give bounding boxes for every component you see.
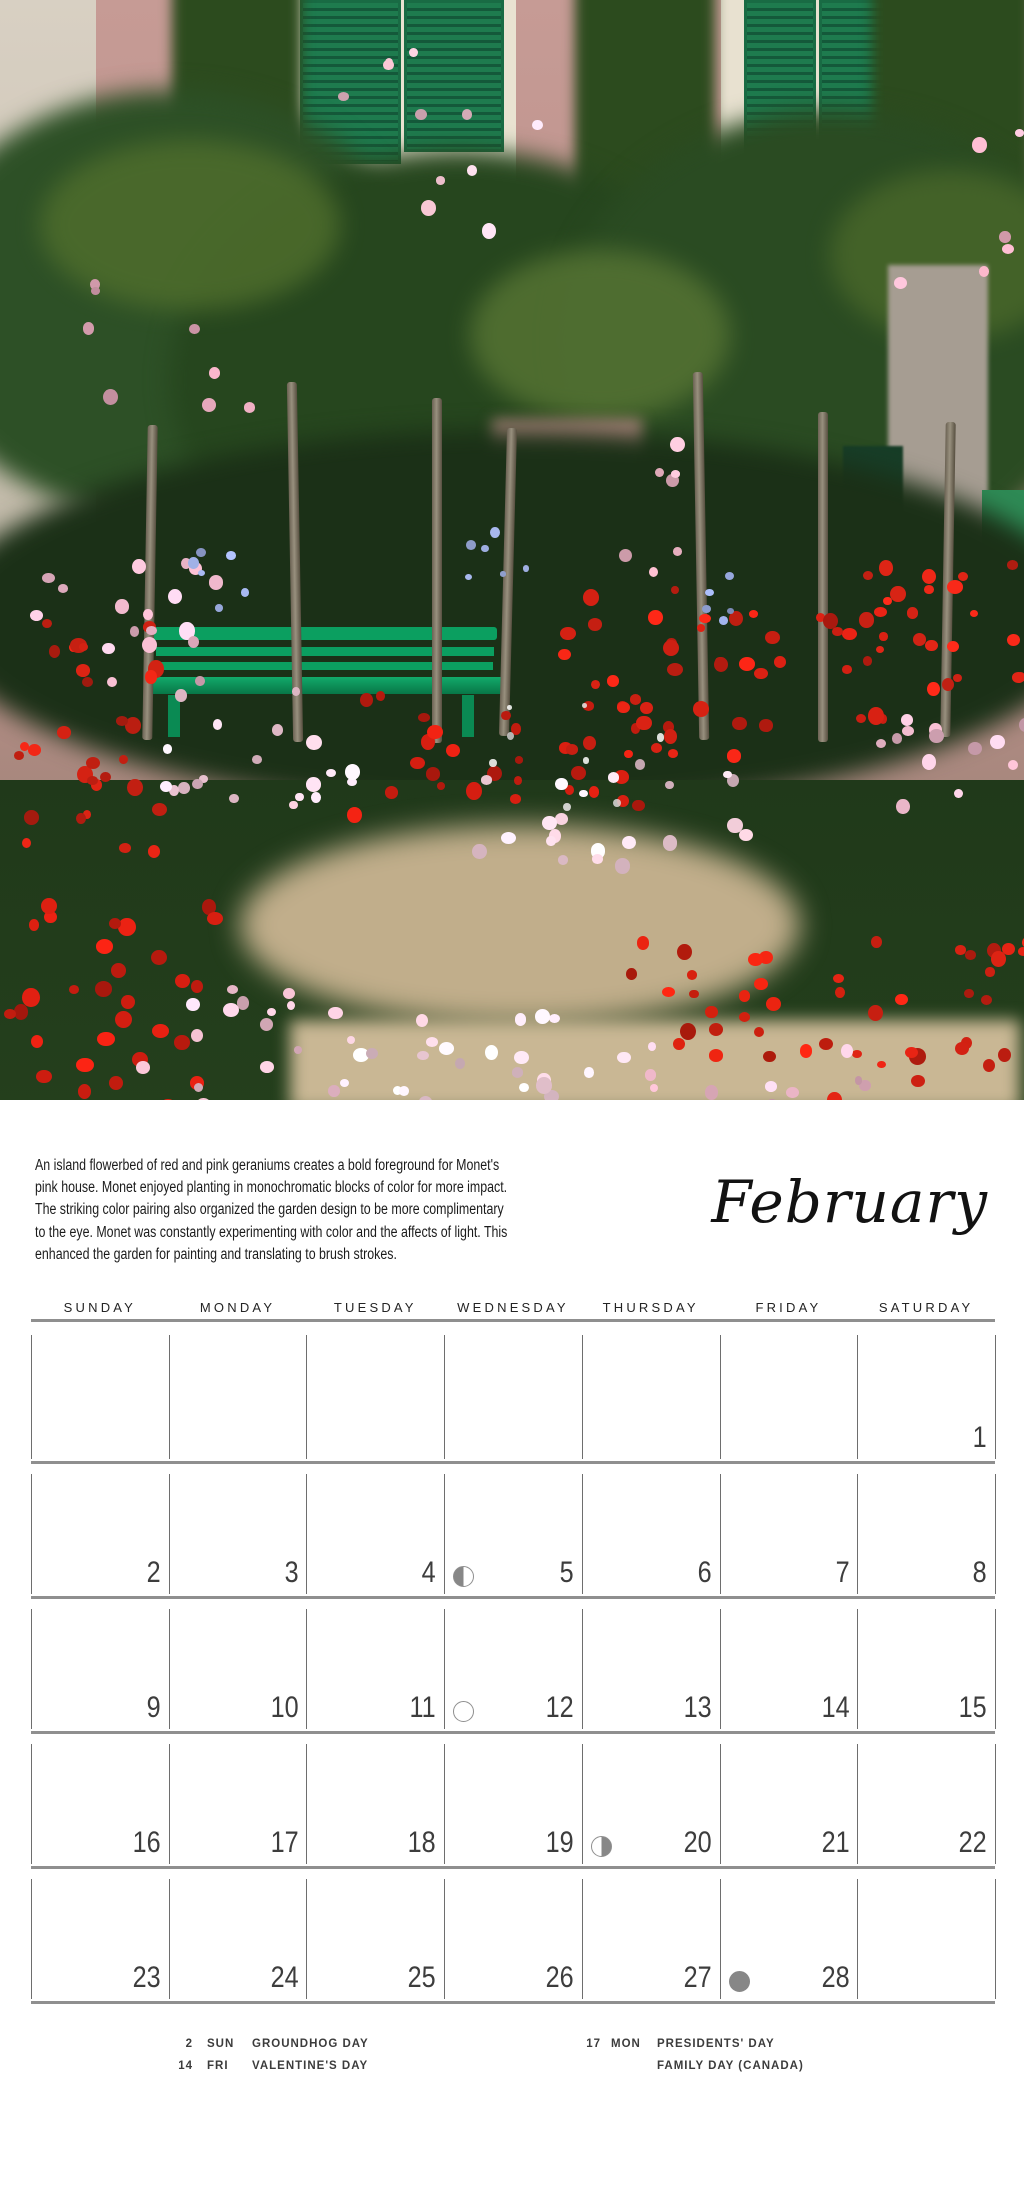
grid-line-vertical [306, 1474, 307, 1594]
weekday-header: THURSDAY [602, 1300, 699, 1315]
grid-line-vertical [720, 1744, 721, 1864]
grid-line-vertical [306, 1609, 307, 1729]
grid-line-horizontal [31, 2001, 995, 2004]
grid-line-vertical [444, 1744, 445, 1864]
calendar-date: 21 [821, 1826, 850, 1859]
garden-photo [0, 0, 1024, 1100]
grid-line-vertical [995, 1335, 996, 1459]
grid-line-vertical [31, 1335, 32, 1459]
grid-line-vertical [720, 1474, 721, 1594]
grid-line-vertical [720, 1335, 721, 1459]
grid-line-vertical [582, 1879, 583, 1999]
grid-line-vertical [995, 1744, 996, 1864]
calendar-date: 13 [683, 1691, 712, 1724]
holiday-weekday: FRI [207, 2060, 229, 2072]
grid-line-vertical [582, 1335, 583, 1459]
calendar-date: 8 [972, 1556, 987, 1589]
holiday-name: FAMILY DAY (CANADA) [657, 2060, 804, 2072]
caption-line: The striking color pairing also organized the garden design to be more complimentary [35, 1201, 504, 1219]
caption-line: An island flowerbed of red and pink geraniums creates a bold foreground for Monet's [35, 1157, 500, 1174]
moon-icon-new [729, 1971, 750, 1992]
grid-line-vertical [169, 1474, 170, 1594]
month-title: February [711, 1168, 988, 1236]
grid-line-vertical [306, 1744, 307, 1864]
grid-line-horizontal [31, 1866, 995, 1869]
calendar-date: 22 [958, 1826, 987, 1859]
flower-beds [0, 0, 1024, 1100]
grid-line-vertical [306, 1879, 307, 1999]
calendar-date: 16 [132, 1826, 161, 1859]
holiday-name: VALENTINE'S DAY [252, 2060, 369, 2072]
grid-line-horizontal [31, 1731, 995, 1734]
grid-line-vertical [169, 1744, 170, 1864]
grid-line-vertical [582, 1474, 583, 1594]
calendar-date: 15 [958, 1691, 987, 1724]
weekday-header: SUNDAY [63, 1300, 137, 1315]
calendar-date: 18 [408, 1826, 437, 1859]
grid-line-vertical [582, 1744, 583, 1864]
calendar-date: 28 [821, 1961, 850, 1994]
grid-line-vertical [31, 1474, 32, 1594]
grid-line-horizontal [31, 1596, 995, 1599]
grid-line-horizontal [31, 1319, 995, 1322]
caption-paragraph [35, 1155, 507, 1266]
grid-line-vertical [31, 1879, 32, 1999]
grid-line-vertical [857, 1335, 858, 1459]
calendar-date: 7 [835, 1556, 850, 1589]
grid-line-vertical [169, 1609, 170, 1729]
moon-icon-full [453, 1701, 474, 1722]
grid-line-vertical [444, 1474, 445, 1594]
holiday-name: GROUNDHOG DAY [252, 2038, 369, 2050]
calendar-date: 10 [270, 1691, 299, 1724]
grid-line-vertical [995, 1879, 996, 1999]
holiday-name: PRESIDENTS' DAY [657, 2038, 775, 2050]
grid-line-vertical [444, 1609, 445, 1729]
holiday-date: 2 [185, 2038, 193, 2050]
grid-line-vertical [31, 1744, 32, 1864]
weekday-header: TUESDAY [333, 1300, 417, 1315]
calendar-date: 11 [409, 1691, 437, 1724]
grid-line-vertical [582, 1609, 583, 1729]
calendar-date: 3 [284, 1556, 299, 1589]
moon-icon-last-quarter [591, 1836, 612, 1857]
grid-line-horizontal [31, 1461, 995, 1464]
grid-line-vertical [31, 1609, 32, 1729]
caption-line: pink house. Monet enjoyed planting in monochromatic blocks of color for more impact. [35, 1179, 508, 1197]
calendar-date: 4 [422, 1556, 437, 1589]
grid-line-vertical [169, 1879, 170, 1999]
calendar-date: 14 [821, 1691, 850, 1724]
calendar-date: 5 [559, 1556, 574, 1589]
weekday-header: MONDAY [199, 1300, 276, 1315]
calendar-date: 23 [132, 1961, 161, 1994]
caption-line: to the eye. Monet was constantly experimenting with color and the affects of light. This [35, 1223, 508, 1241]
calendar-date: 24 [270, 1961, 299, 1994]
grid-line-vertical [169, 1335, 170, 1459]
grid-line-vertical [995, 1474, 996, 1594]
weekday-header: WEDNESDAY [457, 1300, 569, 1315]
weekday-header: SATURDAY [878, 1300, 974, 1315]
grid-line-vertical [857, 1879, 858, 1999]
holiday-weekday: MON [611, 2038, 641, 2050]
grid-line-vertical [444, 1879, 445, 1999]
calendar-date: 6 [697, 1556, 712, 1589]
caption-line: enhanced the garden for painting and translating to brush strokes. [35, 1245, 397, 1263]
grid-line-vertical [995, 1609, 996, 1729]
calendar-date: 27 [683, 1961, 712, 1994]
calendar-date: 26 [545, 1961, 574, 1994]
calendar-date: 19 [545, 1826, 574, 1859]
holiday-weekday: SUN [207, 2038, 235, 2050]
calendar-date: 1 [972, 1421, 987, 1454]
moon-icon-first-quarter [453, 1566, 474, 1587]
calendar-date: 25 [408, 1961, 437, 1994]
holiday-date: 17 [586, 2038, 601, 2050]
calendar-date: 2 [146, 1556, 161, 1589]
grid-line-vertical [857, 1609, 858, 1729]
grid-line-vertical [857, 1744, 858, 1864]
grid-line-vertical [306, 1335, 307, 1459]
weekday-header: FRIDAY [755, 1300, 822, 1315]
calendar-date: 17 [270, 1826, 299, 1859]
grid-line-vertical [857, 1474, 858, 1594]
calendar-date: 20 [683, 1826, 712, 1859]
holiday-date: 14 [178, 2060, 193, 2072]
calendar-date: 9 [146, 1691, 161, 1724]
grid-line-vertical [720, 1609, 721, 1729]
grid-line-vertical [720, 1879, 721, 1999]
grid-line-vertical [444, 1335, 445, 1459]
calendar-date: 12 [545, 1691, 574, 1724]
